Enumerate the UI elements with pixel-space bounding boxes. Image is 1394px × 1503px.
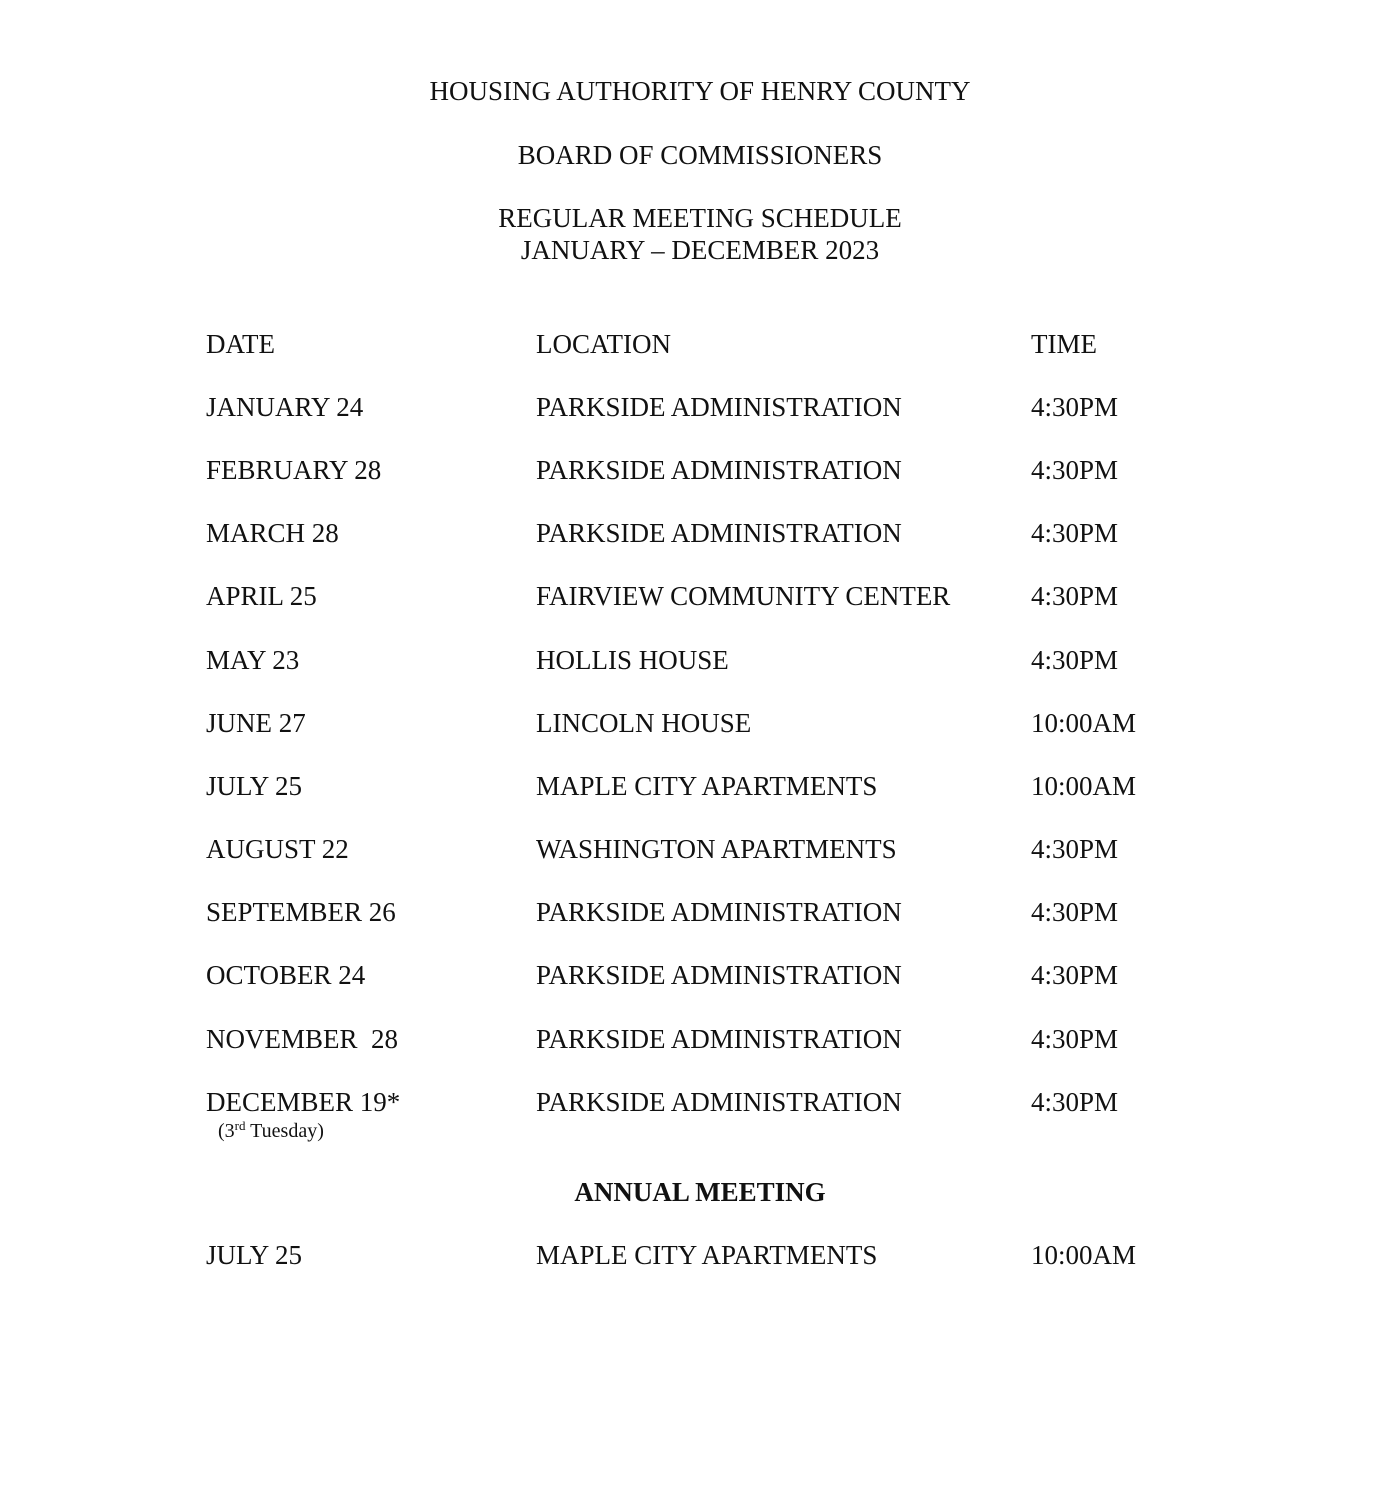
meeting-location: HOLLIS HOUSE bbox=[536, 645, 729, 675]
meeting-date: OCTOBER 24 bbox=[206, 960, 366, 990]
meeting-time: 4:30PM bbox=[1031, 645, 1119, 675]
meeting-date: NOVEMBER 28 bbox=[206, 1024, 399, 1054]
meeting-date: MARCH 28 bbox=[206, 518, 339, 548]
meeting-date: APRIL 25 bbox=[206, 581, 317, 611]
meeting-location: PARKSIDE ADMINISTRATION bbox=[536, 1087, 902, 1117]
annual-meeting-time: 10:00AM bbox=[1031, 1240, 1137, 1270]
meeting-date: JANUARY 24 bbox=[206, 392, 364, 422]
meeting-time: 4:30PM bbox=[1031, 518, 1119, 548]
meeting-location: FAIRVIEW COMMUNITY CENTER bbox=[536, 581, 951, 611]
december-footnote bbox=[218, 1118, 324, 1142]
ordinal-suffix: rd bbox=[234, 1118, 246, 1133]
meeting-time: 4:30PM bbox=[1031, 1024, 1119, 1054]
meeting-time: 10:00AM bbox=[1031, 708, 1137, 738]
annual-meeting-date: JULY 25 bbox=[206, 1240, 303, 1270]
meeting-location: PARKSIDE ADMINISTRATION bbox=[536, 897, 902, 927]
meeting-time: 4:30PM bbox=[1031, 960, 1119, 990]
board-title: BOARD OF COMMISSIONERS bbox=[517, 140, 883, 170]
annual-meeting-location: MAPLE CITY APARTMENTS bbox=[536, 1240, 878, 1270]
time-column-header: TIME bbox=[1031, 329, 1097, 359]
meeting-location: PARKSIDE ADMINISTRATION bbox=[536, 455, 902, 485]
meeting-time: 4:30PM bbox=[1031, 392, 1119, 422]
meeting-date: FEBRUARY 28 bbox=[206, 455, 382, 485]
meeting-location: LINCOLN HOUSE bbox=[536, 708, 752, 738]
annual-meeting-heading: ANNUAL MEETING bbox=[574, 1177, 826, 1207]
meeting-date: SEPTEMBER 26 bbox=[206, 897, 396, 927]
meeting-date: DECEMBER 19* bbox=[206, 1087, 401, 1117]
date-column-header: DATE bbox=[206, 329, 275, 359]
meeting-location: MAPLE CITY APARTMENTS bbox=[536, 771, 878, 801]
meeting-location: PARKSIDE ADMINISTRATION bbox=[536, 392, 902, 422]
meeting-time: 4:30PM bbox=[1031, 581, 1119, 611]
footnote-rest: Tuesday) bbox=[245, 1120, 324, 1142]
meeting-location: WASHINGTON APARTMENTS bbox=[536, 834, 897, 864]
organization-title: HOUSING AUTHORITY OF HENRY COUNTY bbox=[429, 76, 971, 106]
meeting-location: PARKSIDE ADMINISTRATION bbox=[536, 518, 902, 548]
meeting-time: 4:30PM bbox=[1031, 1087, 1119, 1117]
meeting-date: JULY 25 bbox=[206, 771, 303, 801]
meeting-time: 4:30PM bbox=[1031, 834, 1119, 864]
meeting-time: 10:00AM bbox=[1031, 771, 1137, 801]
meeting-location: PARKSIDE ADMINISTRATION bbox=[536, 1024, 902, 1054]
meeting-date: AUGUST 22 bbox=[206, 834, 349, 864]
schedule-period: JANUARY – DECEMBER 2023 bbox=[520, 235, 880, 265]
meeting-time: 4:30PM bbox=[1031, 455, 1119, 485]
footnote-open: (3 bbox=[218, 1120, 235, 1142]
meeting-date: JUNE 27 bbox=[206, 708, 306, 738]
meeting-date: MAY 23 bbox=[206, 645, 300, 675]
schedule-title: REGULAR MEETING SCHEDULE bbox=[498, 203, 902, 233]
location-column-header: LOCATION bbox=[536, 329, 671, 359]
meeting-location: PARKSIDE ADMINISTRATION bbox=[536, 960, 902, 990]
meeting-time: 4:30PM bbox=[1031, 897, 1119, 927]
